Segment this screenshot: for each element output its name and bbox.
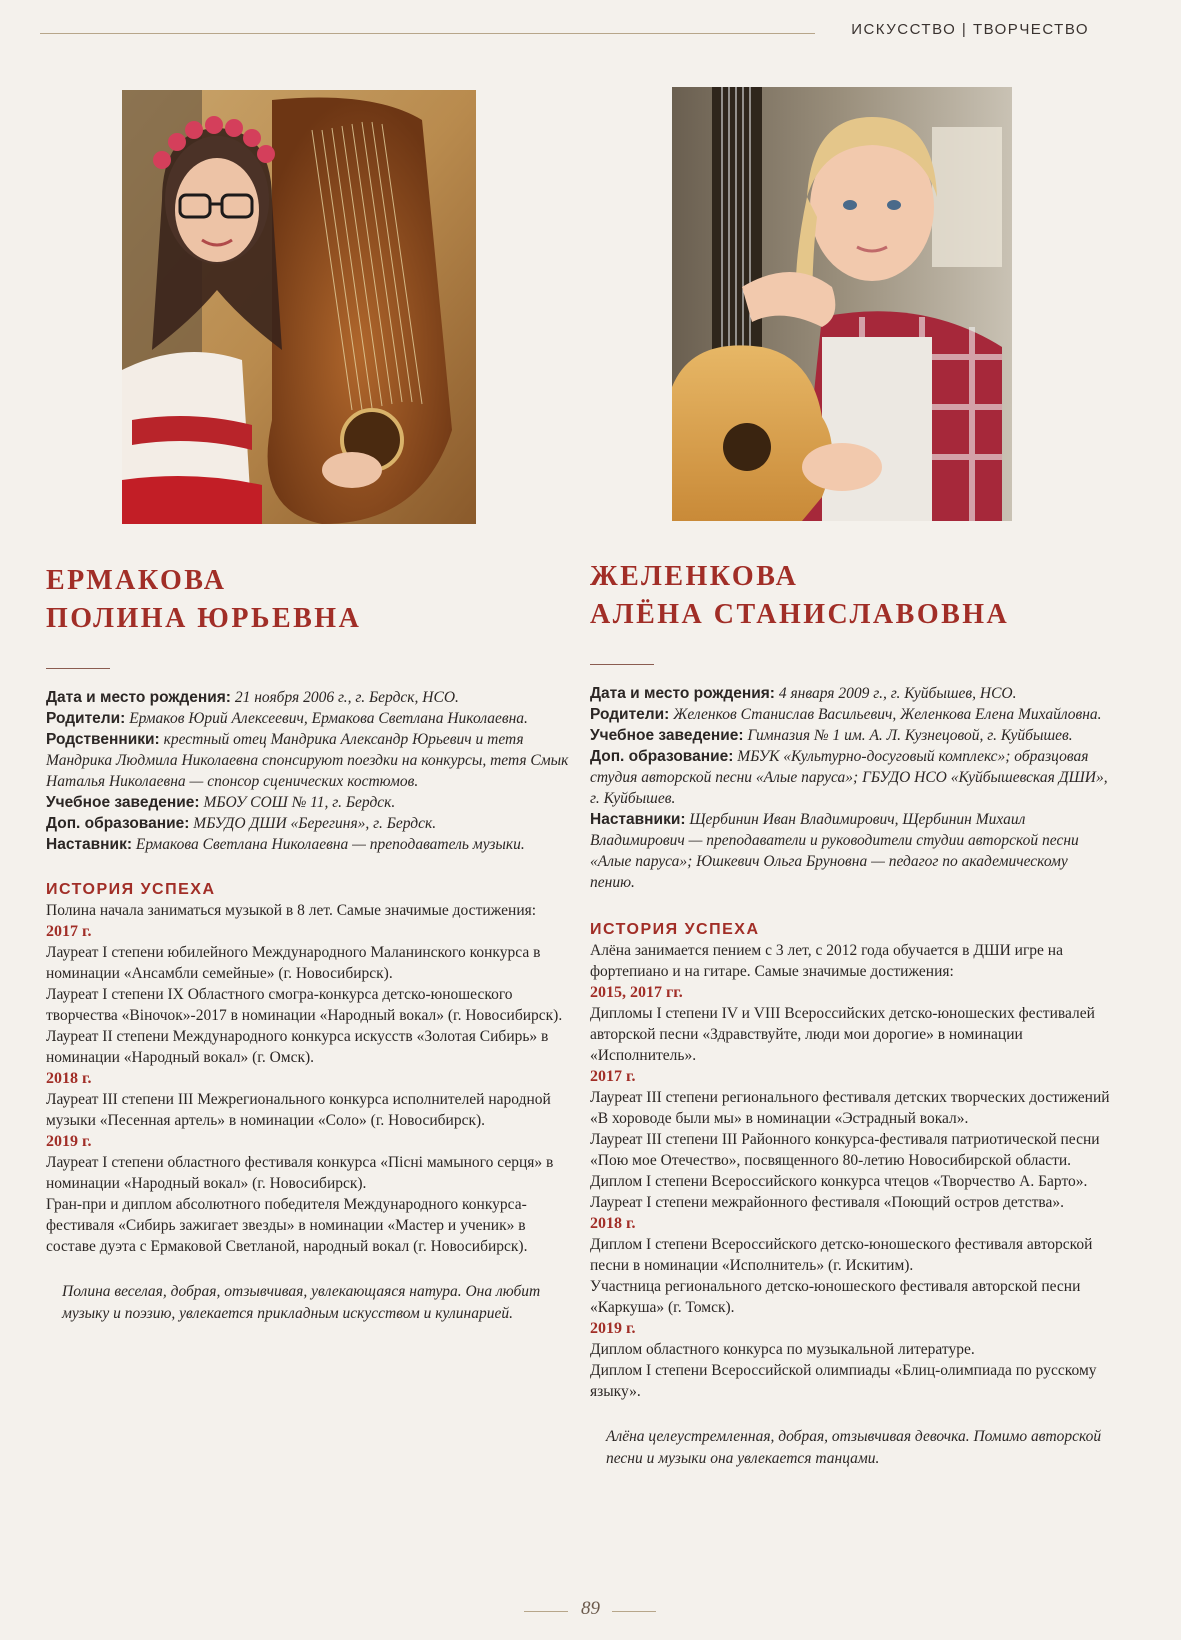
page-number: 89 [581, 1598, 600, 1619]
achievement: Гран-при и диплом абсолютного победителя Международного конкурса-фестиваля «Сибирь зажигает звезды» в номинации «Мастер и ученик» в составе дуэта с Ермаковой Светланой, народный вокал (г. Новосибирск). [46, 1196, 528, 1255]
story-title: ИСТОРИЯ УСПЕХА [46, 881, 216, 898]
fact-birth: Дата и место рождения: 21 ноября 2006 г., г. Бердск, НСО. [46, 689, 459, 706]
fact-relatives: Родственники: крестный отец Мандрика Александр Юрьевич и тетя Мандрика Людмила Николаевна спонсируют поездки на конкурсы, тетя Смык Наталья Николаевна — спонсор сценических костюмов. [46, 731, 569, 790]
achievement: Лауреат II степени Международного конкурса искусств «Золотая Сибирь» в номинации «Народный вокал» (г. Омск). [46, 1028, 549, 1066]
portrait-photo-zhelenkova [672, 87, 1012, 521]
fact-school: Учебное заведение: МБОУ СОШ № 11, г. Бердск. [46, 794, 396, 811]
name-divider [590, 664, 654, 665]
fact-parents: Родители: Ермаков Юрий Алексеевич, Ермакова Светлана Николаевна. [46, 710, 528, 727]
achievement: Лауреат I степени юбилейного Международного Маланинского конкурса в номинации «Ансамбли семейные» (г. Новосибирск). [46, 944, 541, 982]
achievement: Лауреат I степени областного фестиваля конкурса «Пісні мамыного серця» в номинации «Народный вокал» (г. Новосибирск). [46, 1154, 554, 1192]
header-rule [40, 33, 815, 34]
year-heading: 2018 г. [46, 1070, 92, 1087]
closing-note: Полина веселая, добрая, отзывчивая, увлекающаяся натура. Она любит музыку и поэзию, увлекается прикладным искусством и кулинарией. [62, 1283, 541, 1322]
fact-school: Учебное заведение: Гимназия № 1 им. А. Л. Кузнецовой, г. Куйбышев. [590, 727, 1073, 744]
success-story [46, 879, 574, 1257]
fact-parents: Родители: Желенков Станислав Васильевич, Желенкова Елена Михайловна. [590, 706, 1102, 723]
achievement: Лауреат I степени IX Областного смогра-конкурса детско-юношеского творчества «Віночок»-2017 в номинации «Народный вокал» (г. Новосибирск). [46, 986, 563, 1024]
section-header: ИСКУССТВО | ТВОРЧЕСТВО [851, 21, 1089, 38]
story-title: ИСТОРИЯ УСПЕХА [590, 921, 760, 938]
year-heading: 2019 г. [46, 1133, 92, 1150]
achievement: Диплом I степени Всероссийского детско-юношеского фестиваля авторской песни в номинации «Исполнитель» (г. Искитим). [590, 1236, 1093, 1274]
profile-zhelenkova [590, 558, 1110, 1470]
achievement: Лауреат I степени межрайонного фестиваля «Поющий остров детства». [590, 1194, 1064, 1211]
facts-list [590, 683, 1110, 893]
year-heading: 2019 г. [590, 1320, 636, 1337]
achievement: Лауреат III степени III Районного конкурса-фестиваля патриотической песни «Пою мое Отечество», посвященного 80-летию Новосибирской области. [590, 1131, 1100, 1169]
profile-name: ЕРМАКОВА ПОЛИНА ЮРЬЕВНА [46, 565, 362, 634]
fact-birth: Дата и место рождения: 4 января 2009 г., г. Куйбышев, НСО. [590, 685, 1017, 702]
fact-extra-education: Доп. образование: МБУДО ДШИ «Берегиня», г. Бердск. [46, 815, 437, 832]
achievement: Лауреат III степени регионального фестиваля детских творческих достижений «В хороводе были мы» в номинации «Эстрадный вокал». [590, 1089, 1110, 1127]
portrait-photo-ermakova [122, 90, 476, 524]
profile-name: ЖЕЛЕНКОВА АЛЁНА СТАНИСЛАВОВНА [590, 561, 1010, 630]
achievement: Лауреат III степени III Межрегионального конкурса исполнителей народной музыки «Песенная артель» в номинации «Соло» (г. Новосибирск). [46, 1091, 551, 1129]
story-intro: Алёна занимается пением с 3 лет, с 2012 года обучается в ДШИ игре на фортепиано и на гитаре. Самые значимые достижения: [590, 942, 1063, 980]
closing-note: Алёна целеустремленная, добрая, отзывчивая девочка. Помимо авторской песни и музыки она увлекается танцами. [606, 1428, 1102, 1467]
achievement: Участница регионального детско-юношеского фестиваля авторской песни «Каркуша» (г. Томск). [590, 1278, 1081, 1316]
profile-ermakova [46, 562, 574, 1325]
fact-mentor: Наставник: Ермакова Светлана Николаевна — преподаватель музыки. [46, 836, 525, 853]
achievement: Диплом I степени Всероссийской олимпиады «Блиц-олимпиада по русскому языку». [590, 1362, 1097, 1400]
fact-mentors: Наставники: Щербинин Иван Владимирович, Щербинин Михаил Владимирович — преподаватели и руководители студии авторской песни «Алые паруса»; Юшкевич Ольга Бруновна — педагог по академическому пению. [590, 811, 1079, 891]
achievement: Диплом I степени Всероссийского конкурса чтецов «Творчество А. Барто». [590, 1173, 1088, 1190]
year-heading: 2015, 2017 гг. [590, 984, 683, 1001]
facts-list [46, 687, 574, 855]
success-story [590, 919, 1110, 1402]
name-divider [46, 668, 110, 669]
story-intro: Полина начала заниматься музыкой в 8 лет. Самые значимые достижения: [46, 902, 537, 919]
year-heading: 2017 г. [46, 923, 92, 940]
year-heading: 2017 г. [590, 1068, 636, 1085]
achievement: Дипломы I степени IV и VIII Всероссийских детско-юношеских фестивалей авторской песни «Здравствуйте, люди мои дорогие» в номинации «Исполнитель». [590, 1005, 1095, 1064]
fact-extra-education: Доп. образование: МБУК «Культурно-досуговый комплекс»; образцовая студия авторской песни «Алые паруса»; ГБУДО НСО «Куйбышевская ДШИ», г. Куйбышев. [590, 748, 1108, 807]
year-heading: 2018 г. [590, 1215, 636, 1232]
achievement: Диплом областного конкурса по музыкальной литературе. [590, 1341, 975, 1358]
